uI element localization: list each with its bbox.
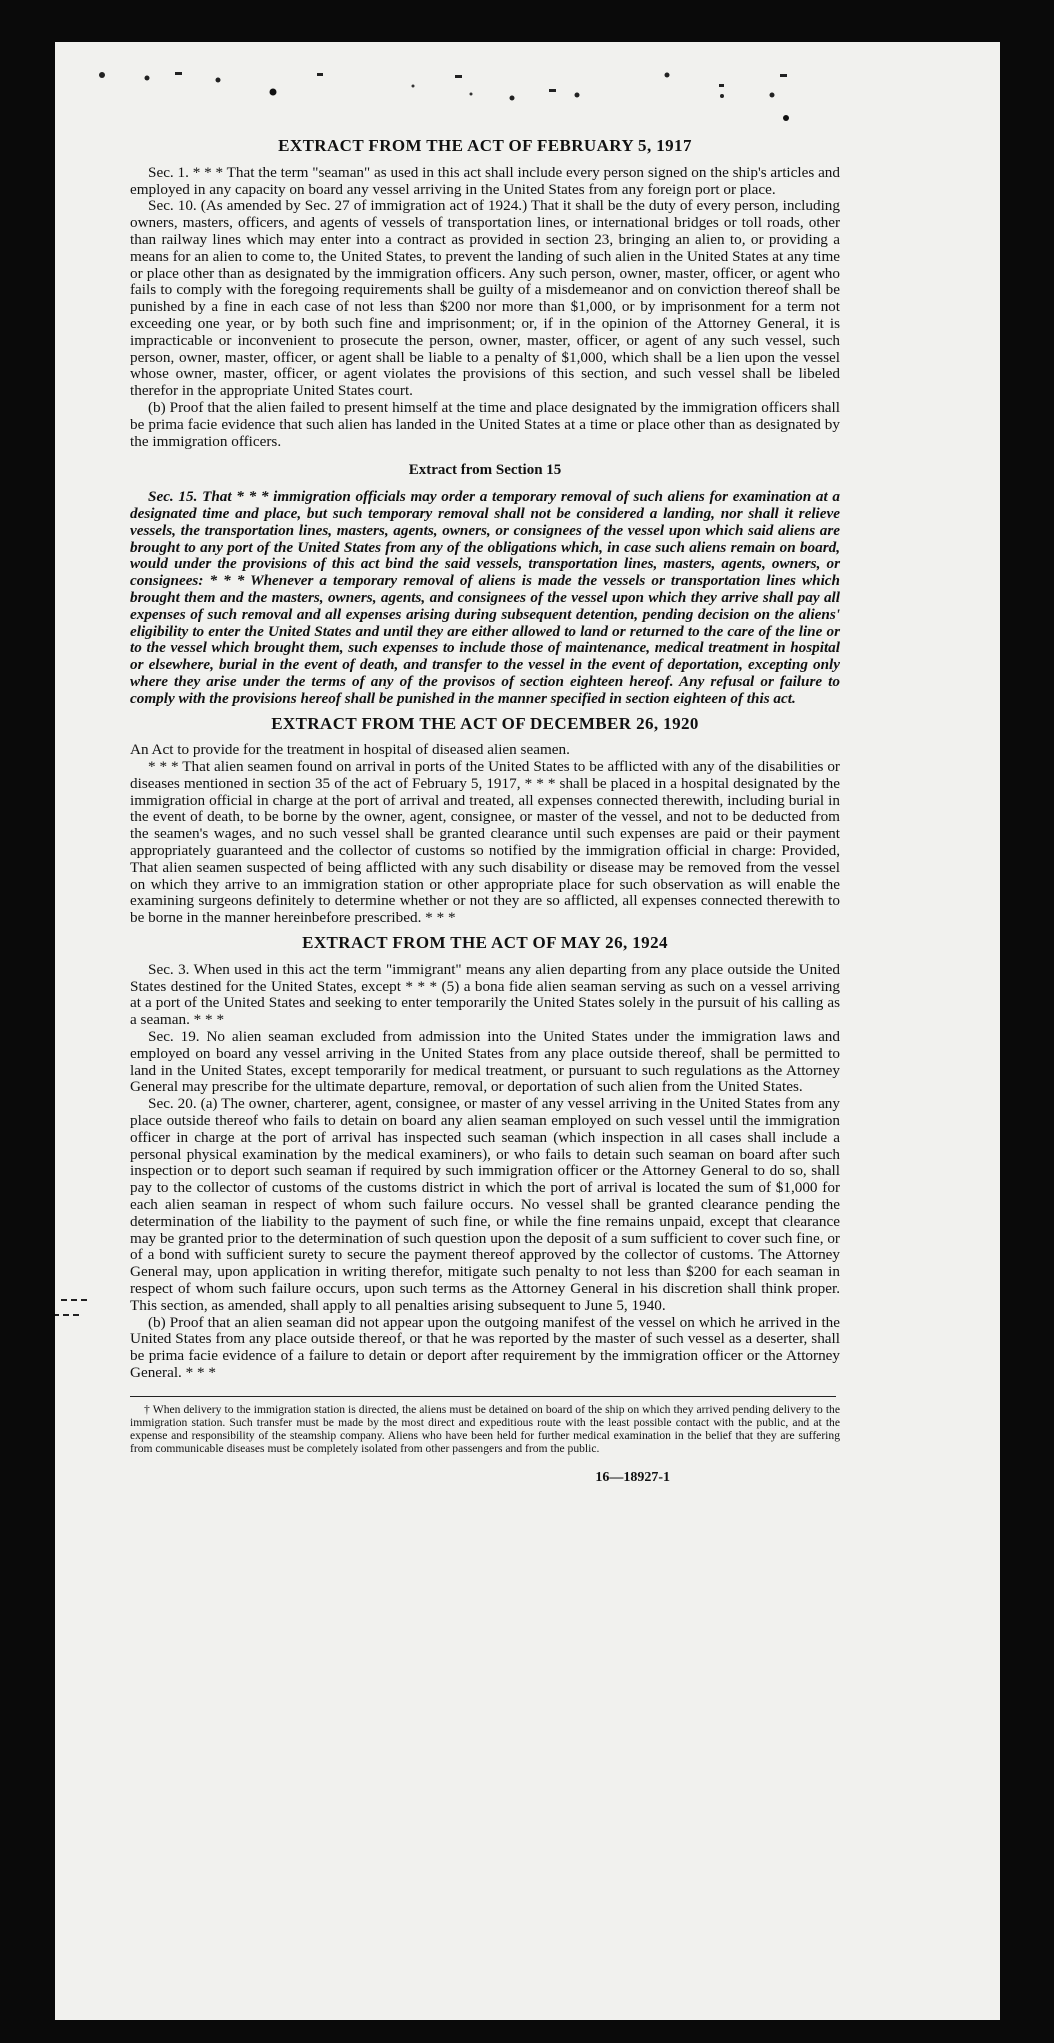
page-identifier: 16—18927-1 (595, 1469, 670, 1485)
heading-section-15: Extract from Section 15 (408, 462, 562, 479)
document-page (55, 42, 1000, 2020)
paragraph-sec-10-b: (b) Proof that the alien failed to present himself at the time and place designated by the immigration officers shall be prima facie evidence that such alien has landed in the United States at a time or place other than as designated by the immigration officers. (130, 398, 840, 450)
heading-act-feb-1917: EXTRACT FROM THE ACT OF FEBRUARY 5, 1917 (278, 136, 692, 155)
margin-mark (61, 1299, 87, 1301)
paragraph-sec-3: Sec. 3. When used in this act the term "immigrant" means any alien departing from any place outside the United States destined for the United States, except * * * (5) a bona fide alien seaman serving as such on a vessel arriving at a port of the United States and seeking to enter temporarily the United States solely in the pursuit of his calling as a seaman. * * * (130, 960, 840, 1029)
footnote-rule (130, 1396, 836, 1397)
paragraph-sec-20-a: Sec. 20. (a) The owner, charterer, agent, consignee, or master of any vessel arriving in the United States from any place outside thereof who fails to detain on board any alien seaman employed on such vessel until the immigration officer in charge at the port of arrival has inspected such seaman (which inspection in all cases shall include a personal physical examination by the medical examiners), or who fails to detain such seaman on board after such inspection or to deport such seaman if required by such immigration officer or the Attorney General to do so, shall pay to the collector of customs of the customs district in which the port of arrival is located the sum of $1,000 for each alien seaman in respect of whom such failure occurs. No vessel shall be granted clearance pending the determination of the liability to the payment of such fine, or while the fine remains unpaid, except that clearance may be granted prior to the determination of such question upon the deposit of a sum sufficient to cover such fine, or of a bond with sufficient surety to secure the payment thereof approved by the collector of customs. The Attorney General may, upon application in writing therefor, mitigate such penalty to not less than $200 for each seaman in respect of whom such failure occurs, upon such terms as the Attorney General in his discretion shall think proper. This section, as amended, shall apply to all penalties arising subsequent to June 5, 1940. (130, 1095, 840, 1314)
margin-mark (55, 1314, 79, 1316)
paragraph-sec-10: Sec. 10. (As amended by Sec. 27 of immigration act of 1924.) That it shall be the duty of every person, including owners, masters, officers, and agents of vessels of transportation lines, or international bridges or toll roads, other than railway lines which may enter into a contract as provided in section 23, bringing an alien to, or providing a means for an alien to come to, the United States, to prevent the landing of such alien in the United States at any time or place other than as designated by the immigration officers. Any such person, owner, master, officer, or agent who fails to comply with the foregoing requirements shall be guilty of a misdemeanor and on conviction thereof shall be punished by a fine in each case of not less than $200 nor more than $1,000, or by imprisonment for a term not exceeding one year, or by both such fine and imprisonment; or, if in the opinion of the Attorney General, it is impracticable or inconvenient to prosecute the person, owner, master, officer, or agent of any such vessel, such person, owner, master, officer, or agent shall be liable to a penalty of $1,000, which shall be a lien upon the vessel whose owner, master, officer, or agent violates the provisions of this section, and such vessel shall be libeled therefor in the appropriate United States court. (130, 197, 840, 400)
paragraph-1920-body: * * * That alien seamen found on arrival in ports of the United States to be afflicted with any of the disabilities or diseases mentioned in section 35 of the act of February 5, 1917, * * * shall be placed in a hospital designated by the immigration official in charge at the port of arrival and treated, all expenses connected therewith, including burial in the event of death, to be borne by the owner, agent, consignee, or master of the vessel, and not to be deducted from the seamen's wages, and no such vessel shall be granted clearance until such expenses are paid or their payment appropriately guaranteed and the collector of customs so notified by the immigration official in charge: Provided, That alien seamen suspected of being afflicted with any such disability or disease may be removed from the vessel on which they arrive to an immigration station or other appropriate place for such observation as will enable the examining surgeons definitely to determine whether or not they are so afflicted, all expenses connected therewith to be borne in the manner hereinbefore prescribed. * * * (130, 758, 840, 927)
heading-act-may-1924: EXTRACT FROM THE ACT OF MAY 26, 1924 (302, 933, 668, 953)
paragraph-sec-15: Sec. 15. That * * * immigration officials may order a temporary removal of such aliens for examination at a designated time and place, but such temporary removal shall not be considered a landing, nor shall it relieve vessels, the transportation lines, masters, agents, owners, or consignees of the vessel upon which said aliens are brought to any port of the United States from any of the obligations which, in case such aliens remain on board, would under the provisions of this act bind the said vessels, transportation lines, masters, agents, owners, or consignees: * * * Whenever a temporary removal of aliens is made the vessels or transportation lines which brought them and the masters, owners, agents, and consignees of the vessel upon which they arrive shall pay all expenses of such removal and all expenses arising during subsequent detention, pending decision on the aliens' eligibility to enter the United States and until they are either allowed to land or returned to the care of the line or to the vessel which brought them, such expenses to include those of maintenance, medical treatment in hospital or elsewhere, burial in the event of death, and transfer to the vessel in the event of deportation, excepting only where they arise under the terms of any of the provisos of section eighteen hereof. Any refusal or failure to comply with the provisions hereof shall be punished in the manner specified in section eighteen of this act. (130, 488, 840, 707)
heading-act-dec-1920: EXTRACT FROM THE ACT OF DECEMBER 26, 1920 (271, 713, 699, 733)
paragraph-sec-20-b: (b) Proof that an alien seaman did not appear upon the outgoing manifest of the vessel on which he arrived in the United States from any place outside thereof, or that he was reported by the master of such vessel as a deserter, shall be prima facie evidence of a failure to detain or deport after requirement by the immigration officer or the Attorney General. * * * (130, 1313, 840, 1381)
footnote (130, 1403, 840, 1456)
footnote-text: † When delivery to the immigration station is directed, the aliens must be detained on board of the ship on which they arrived pending delivery to the immigration station. Such transfer must be made by the most direct and expeditious route with the least possible contact with the public, and at the expense and responsibility of the steamship company. Aliens who have been held for further medical examination in the belief that they are suffering from communicable diseases must be completely isolated from other passengers and from the public. (130, 1402, 840, 1456)
paragraph-sec-19: Sec. 19. No alien seaman excluded from admission into the United States under the immigration laws and employed on board any vessel arriving in the United States from any place outside thereof, shall be permitted to land in the United States, except temporarily for medical treatment, or pursuant to such regulations as the Attorney General may prescribe for the ultimate departure, removal, or deportation of such alien from the United States. (130, 1028, 840, 1096)
document-body (130, 130, 840, 1486)
paragraph-act-title: An Act to provide for the treatment in hospital of diseased alien seamen. (130, 741, 570, 759)
scan-specks (55, 42, 1000, 132)
paragraph-sec-1: Sec. 1. * * * That the term "seaman" as used in this act shall include every person signed on the ship's articles and employed in any capacity on board any vessel arriving in the United States from any foreign port or place. (130, 163, 840, 198)
